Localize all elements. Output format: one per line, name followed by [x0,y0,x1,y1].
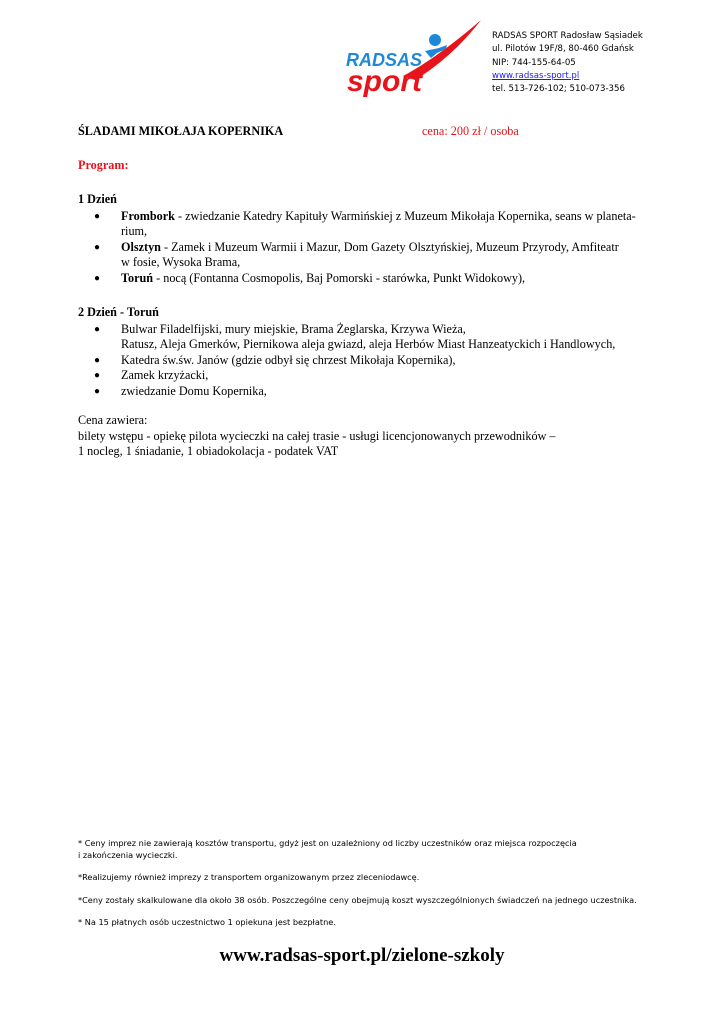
radsas-sport-logo [343,18,483,98]
footnote-transport [78,838,678,861]
bullet-icon: ● [94,370,101,382]
day2-list [78,322,658,399]
day1-heading: 1 Dzień [78,192,117,206]
list-item [78,271,658,286]
bullet-icon: ● [94,385,101,397]
item-text-cont: w fosie, Wysoka Brama, [121,255,241,270]
footnotes [78,838,678,940]
item-text: Zamek krzyżacki, [121,368,209,383]
item-text-cont: rium, [121,224,148,239]
place-name: Olsztyn [121,239,161,254]
company-phone: tel. 513-726-102; 510-073-356 [492,84,625,95]
item-text-cont: Ratusz, Aleja Gmerków, Piernikowa aleja gwiazd, aleja Herbów Miast Hanzeatyckich i Handlowych, [121,337,616,352]
item-text: Bulwar Filadelfijski, mury miejskie, Brama Żeglarska, Krzywa Wieża, [121,322,466,337]
logo-text-sport: sport [347,65,422,98]
item-text: zwiedzanie Domu Kopernika, [121,383,267,398]
company-info [492,30,643,96]
offer-body [78,124,658,460]
bullet-icon: ● [94,354,101,366]
title-row [78,124,658,140]
company-name: RADSAS SPORT Radosław Sąsiadek [492,31,643,41]
list-item [78,322,658,353]
footnote-text-cont: i zakończenia wycieczki. [78,849,178,860]
list-item [78,368,658,383]
company-address: ul. Pilotów 19F/8, 80-460 Gdańsk [492,44,634,55]
day2-heading: 2 Dzień - Toruń [78,305,159,320]
list-item [78,240,658,271]
item-text: Katedra św.św. Janów (gdzie odbył się chrzest Mikołaja Kopernika), [121,352,456,367]
program-label: Program: [78,158,129,172]
place-name: Toruń [121,270,154,285]
bullet-icon: ● [94,324,101,336]
place-name: Frombork [121,209,175,223]
list-item [78,384,658,399]
company-website-link[interactable]: www.radsas-sport.pl [492,70,580,81]
list-item [78,353,658,368]
item-text: - Zamek i Muzeum Warmii i Mazur, Dom Gazety Olsztyńskiej, Muzeum Przyrody, Amfiteatr [160,239,619,254]
bullet-icon: ● [94,241,101,253]
list-item [78,209,658,240]
footnote-own-transport: *Realizujemy również imprezy z transportem organizowanym przez zleceniodawcę. [78,872,420,883]
company-nip: NIP: 744-155-64-05 [492,57,576,68]
offer-title: ŚLADAMI MIKOŁAJA KOPERNIKA [78,124,284,138]
footnote-guardian: * Na 15 płatnych osób uczestnictwo 1 opiekuna jest bezpłatne. [78,917,336,928]
bullet-icon: ● [94,272,101,284]
price-includes-label: Cena zawiera: [78,413,148,428]
item-text: - nocą (Fontanna Cosmopolis, Baj Pomorski - starówka, Punkt Widokowy), [153,270,526,285]
price-includes-line1: bilety wstępu - opiekę pilota wycieczki na całej trasie - usługi licencjonowanych przewodników – [78,428,556,443]
logo-text-radsas: RADSAS [346,50,423,70]
offer-price: cena: 200 zł / osoba [422,124,519,138]
footnote-text: * Ceny imprez nie zawierają kosztów transportu, gdyż jest on uzależniony od liczby uczestników oraz miejsca rozpoczęcia [78,838,577,848]
footnote-calculation: *Ceny zostały skalkulowane dla około 38 osób. Poszczególne ceny obejmują koszt wyszczególnionych świadczeń na jednego uczestnika. [78,894,637,905]
price-includes-line2: 1 nocleg, 1 śniadanie, 1 obiadokolacja - podatek VAT [78,444,339,459]
footer-website-link[interactable]: www.radsas-sport.pl/zielone-szkoly [219,945,505,966]
price-includes [78,413,658,460]
item-text: - zwiedzanie Katedry Kapituły Warmińskiej z Muzeum Mikołaja Kopernika, seans w planeta- [174,209,636,223]
bullet-icon: ● [94,211,101,222]
logo-figure-head [429,34,441,46]
day1-list [78,209,658,286]
